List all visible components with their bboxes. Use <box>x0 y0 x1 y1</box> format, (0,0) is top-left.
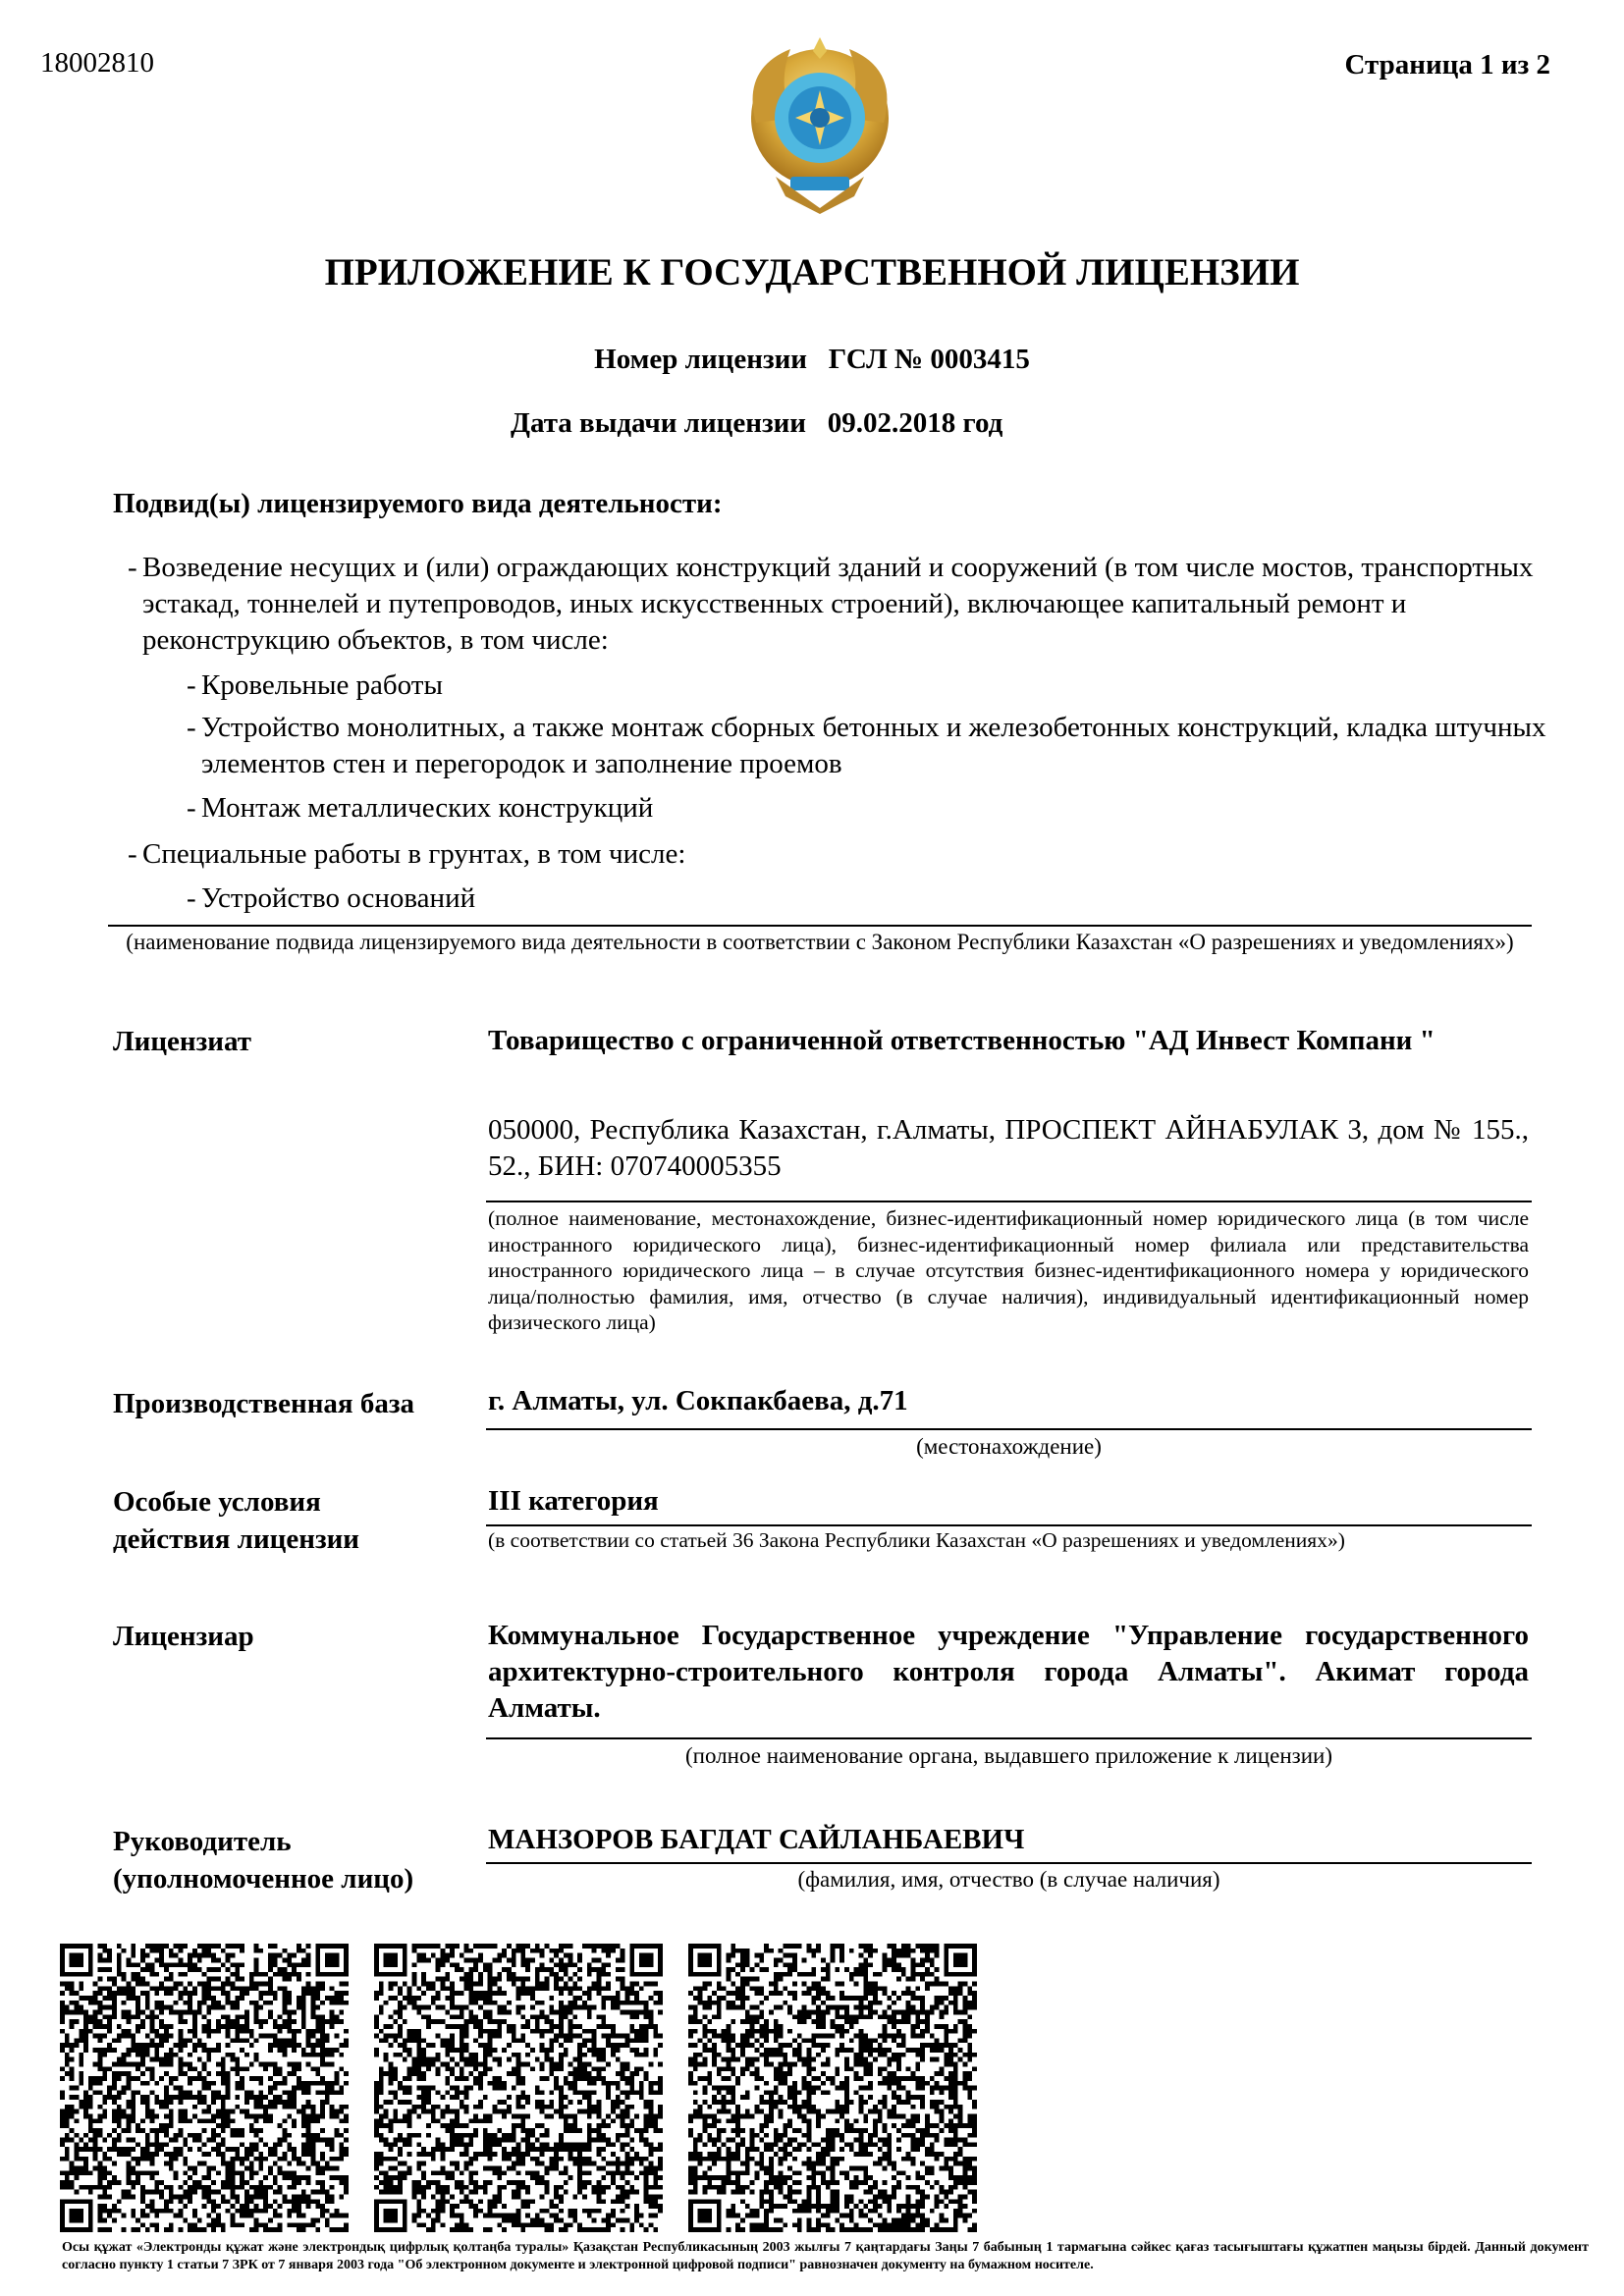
special-conditions-value: III категория <box>488 1485 659 1517</box>
license-number: ГСЛ № 0003415 <box>828 344 1030 375</box>
production-base-value: г. Алматы, ул. Сокпакбаева, д.71 <box>488 1385 908 1416</box>
license-date-label: Дата выдачи лицензии <box>511 407 807 439</box>
activity-item: - Кровельные работы <box>187 669 443 701</box>
licensor-name: Коммунальное Государственное учреждение "Управление государственного архитектурно-строительного контроля города Алматы". Акимат города Алматы. <box>488 1620 1529 1724</box>
head-label: Руководитель (уполномоченное лицо) <box>113 1826 414 1895</box>
page-indicator: Страница 1 из 2 <box>1344 49 1550 80</box>
divider <box>486 1201 1532 1202</box>
special-conditions-note: (в соответствии со статьей 36 Закона Республики Казахстан «О разрешениях и уведомлениях») <box>488 1528 1345 1552</box>
license-number-row <box>0 344 1624 376</box>
licensee-label: Лицензиат <box>113 1026 251 1057</box>
production-base-note: (местонахождение) <box>916 1434 1102 1459</box>
activity-item: - Устройство монолитных, а также монтаж сборных бетонных и железобетонных конструкций, кладка штучных элементов стен и перегородок и заполнение проемов <box>187 712 1546 779</box>
license-date-row <box>511 407 1002 440</box>
divider <box>486 1737 1532 1739</box>
license-date: 09.02.2018 год <box>827 407 1003 439</box>
state-emblem-icon <box>736 29 903 216</box>
head-note: (фамилия, имя, отчество (в случае наличия) <box>797 1867 1220 1892</box>
activity-item: - Устройство оснований <box>187 882 476 914</box>
production-base-label: Производственная база <box>113 1388 415 1419</box>
qr-code-icon <box>373 1944 664 2232</box>
qr-code-icon <box>59 1944 350 2232</box>
document-id: 18002810 <box>40 47 154 79</box>
activities-heading: Подвид(ы) лицензируемого вида деятельности: <box>113 488 723 519</box>
head-name: МАНЗОРОВ БАГДАТ САЙЛАНБАЕВИЧ <box>488 1824 1025 1855</box>
licensee-name: Товарищество с ограниченной ответственностью "АД Инвест Компани " <box>488 1025 1435 1056</box>
activity-item: - Монтаж металлических конструкций <box>187 792 654 824</box>
licensee-note: (полное наименование, местонахождение, бизнес-идентификационный номер юридического лица (в том числе иностранного юридического лица), бизнес-идентификационный номер филиала или представительства иностранного юридического лица – в случае отсутствия бизнес-идентификационного номера у юридического лица/полностью фамилия, имя, отчество (в случае наличия), индивидуальный идентификационный номер физического лица) <box>488 1206 1529 1334</box>
activities-note: (наименование подвида лицензируемого вида деятельности в соответствии с Законом Республики Казахстан «О разрешениях и уведомлениях») <box>126 930 1514 954</box>
activity-item: - Возведение несущих и (или) ограждающих конструкций зданий и сооружений (в том числе мостов, транспортных эстакад, тоннелей и путепроводов, иных искусственных строений), включающее капитальный ремонт и реконструкцию объектов, в том числе: <box>128 552 1534 656</box>
footer-legal-note: Осы құжат «Электронды құжат және электрондық цифрлық қолтаңба туралы» Қазақстан Республикасының 2003 жылғы 7 қаңтардағы Заңы 7 бабының 1 тармағына сәйкес қағаз тасығыштағы құжатпен маңызы бірдей. Данный документ согласно пункту 1 статьи 7 ЗРК от 7 января 2003 года "Об электронном документе и электронной цифровой подписи" равнозначен документу на бумажном носителе. <box>62 2240 1589 2272</box>
divider <box>108 925 1532 927</box>
licensor-label: Лицензиар <box>113 1621 254 1652</box>
licensor-note: (полное наименование органа, выдавшего приложение к лицензии) <box>685 1743 1332 1768</box>
licensee-address: 050000, Республика Казахстан, г.Алматы, ПРОСПЕКТ АЙНАБУЛАК 3, дом № 155., 52., БИН: 070740005355 <box>488 1114 1529 1182</box>
license-number-label: Номер лицензии <box>594 344 808 375</box>
special-conditions-label: Особые условия действия лицензии <box>113 1486 360 1555</box>
activity-item: - Специальные работы в грунтах, в том числе: <box>128 838 686 870</box>
divider <box>486 1862 1532 1864</box>
divider <box>486 1524 1532 1526</box>
divider <box>486 1428 1532 1430</box>
document-title: ПРИЛОЖЕНИЕ К ГОСУДАРСТВЕННОЙ ЛИЦЕНЗИИ <box>324 251 1300 294</box>
qr-code-icon <box>687 1944 978 2232</box>
